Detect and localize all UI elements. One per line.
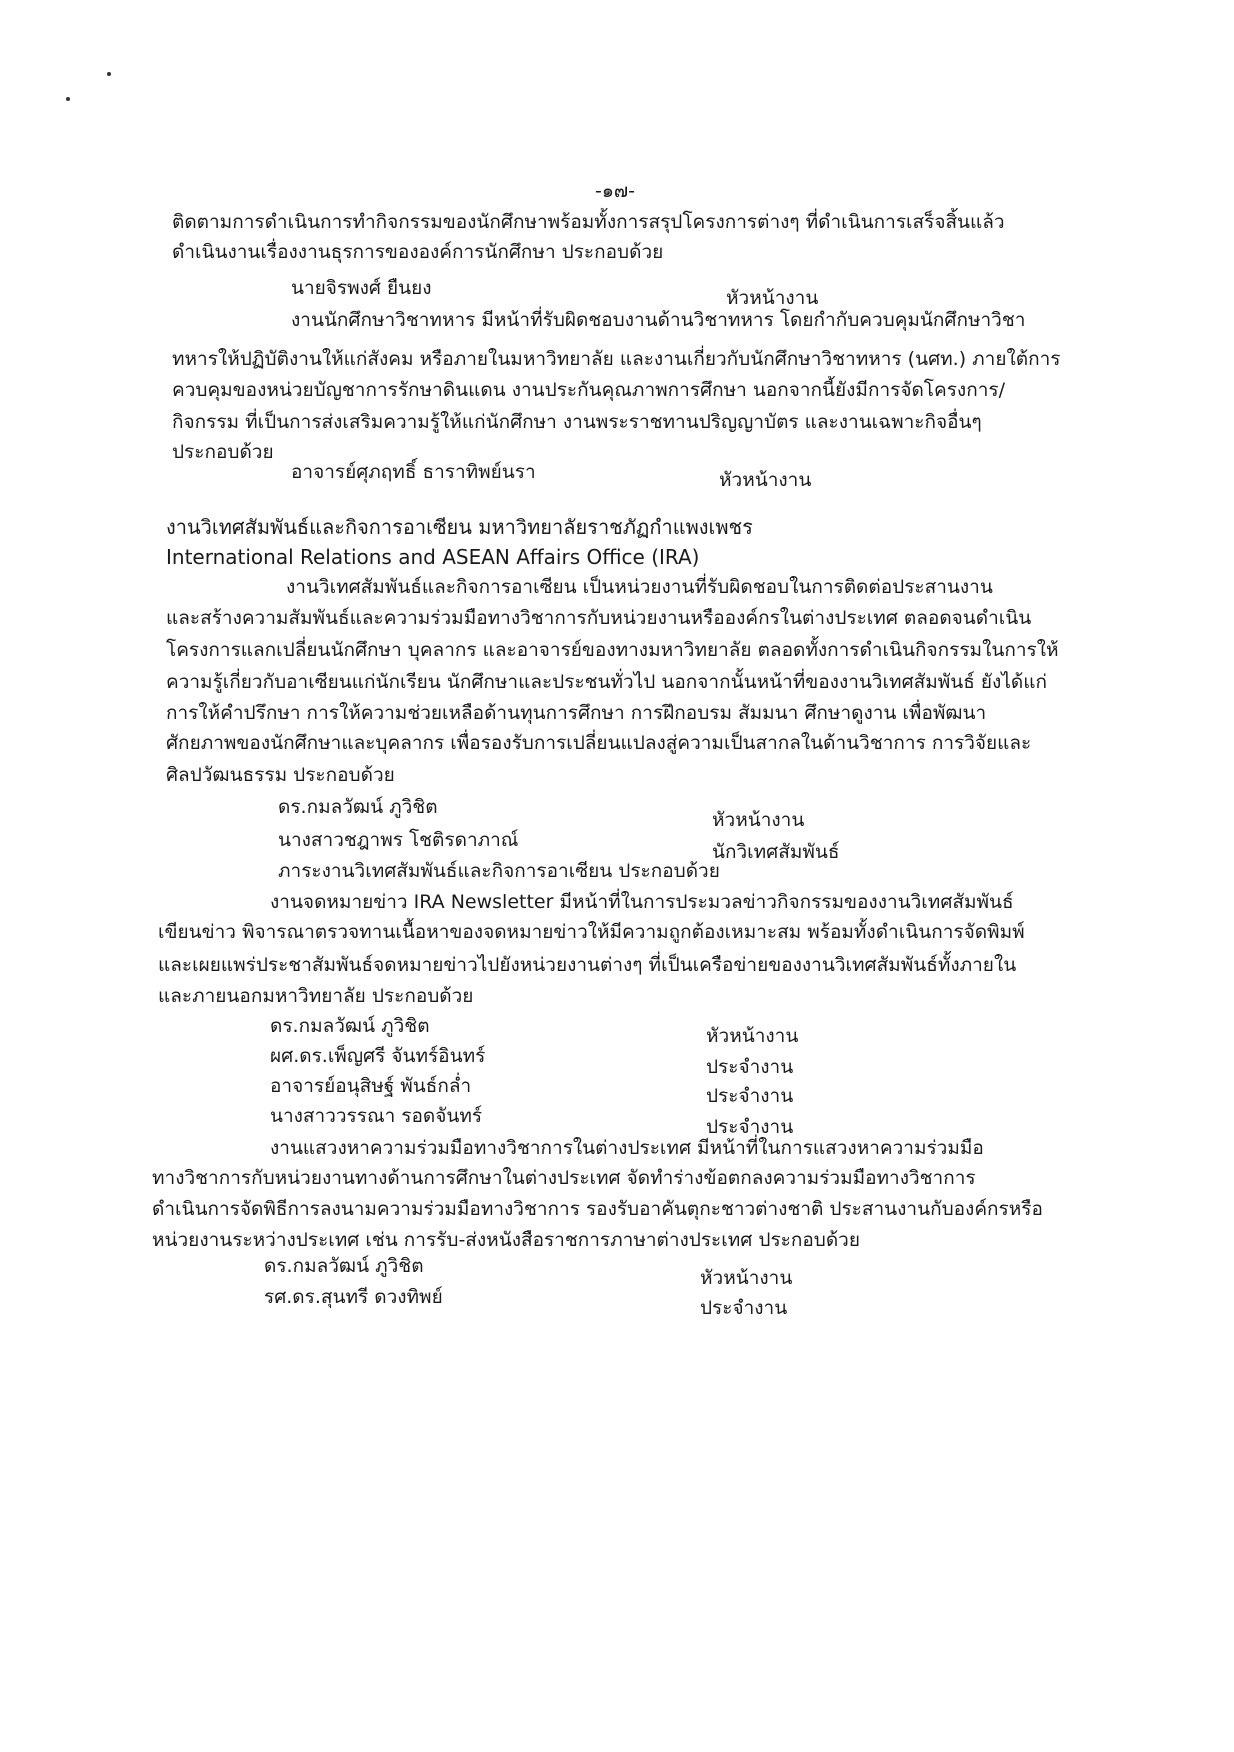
military-line: ประกอบด้วย — [172, 441, 274, 463]
military-line: กิจกรรม ที่เป็นการส่งเสริมความรู้ให้แก่นักศึกษา งานพระราชทานปริญญาบัตร และงานเฉพาะกิจอื่นๆ — [172, 411, 982, 433]
staff-role: หัวหน้างาน — [712, 809, 805, 831]
ira-line: และสร้างความสัมพันธ์และความร่วมมือทางวิชาการกับหน่วยงานหรือองค์กรในต่างประเทศ ตลอดจนดำเนิน — [166, 607, 1032, 629]
staff-role: นักวิเทศสัมพันธ์ — [712, 841, 840, 863]
staff-role: หัวหน้างาน — [700, 1267, 793, 1289]
section-heading-en: International Relations and ASEAN Affairs Office (IRA) — [166, 545, 700, 569]
staff-role: หัวหน้างาน — [726, 287, 819, 309]
staff-name: รศ.ดร.สุนทรี ดวงทิพย์ — [264, 1286, 443, 1308]
military-line: ทหารให้ปฏิบัติงานให้แก่สังคม หรือภายในมหาวิทยาลัย และงานเกี่ยวกับนักศึกษาวิชาทหาร (นศท.) ภายใต้การ — [172, 348, 1061, 370]
cooperation-line: หน่วยงานระหว่างประเทศ เช่น การรับ-ส่งหนังสือราชการภาษาต่างประเทศ ประกอบด้วย — [152, 1229, 860, 1251]
staff-role: หัวหน้างาน — [719, 469, 812, 491]
cooperation-line: งานแสวงหาความร่วมมือทางวิชาการในต่างประเทศ มีหน้าที่ในการแสวงหาความร่วมมือ — [270, 1137, 984, 1159]
newsletter-line: และเผยแพร่ประชาสัมพันธ์จดหมายข่าวไปยังหน่วยงานต่างๆ ที่เป็นเครือข่ายของงานวิเทศสัมพันธ์ทั้งภายใน — [158, 954, 1017, 976]
staff-role: ประจำงาน — [706, 1085, 794, 1107]
staff-name: ดร.กมลวัฒน์ ภูวิชิต — [270, 1015, 430, 1037]
ira-line: การให้คำปรึกษา การให้ความช่วยเหลือด้านทุนการศึกษา การฝึกอบรม สัมมนา ศึกษาดูงาน เพื่อพัฒนา — [166, 702, 987, 724]
staff-name: ดร.กมลวัฒน์ ภูวิชิต — [264, 1255, 424, 1277]
military-line: ควบคุมของหน่วยบัญชาการรักษาดินแดน งานประกันคุณภาพการศึกษา นอกจากนี้ยังมีการจัดโครงการ/ — [172, 379, 1005, 401]
ira-line: งานวิเทศสัมพันธ์และกิจการอาเซียน เป็นหน่วยงานที่รับผิดชอบในการติดต่อประสานงาน — [286, 576, 993, 598]
staff-name: นางสาววรรณา รอดจันทร์ — [270, 1105, 483, 1127]
ira-line: โครงการแลกเปลี่ยนนักศึกษา บุคลากร และอาจารย์ของทางมหาวิทยาลัย ตลอดทั้งการดำเนินกิจกรรมในการให้ — [166, 639, 1059, 661]
staff-name: อาจารย์อนุสิษฐ์ พันธ์กล่ำ — [270, 1075, 472, 1097]
duties-intro: ภาระงานวิเทศสัมพันธ์และกิจการอาเซียน ประกอบด้วย — [278, 860, 720, 882]
newsletter-line: งานจดหมายข่าว IRA Newsletter มีหน้าที่ในการประมวลข่าวกิจกรรมของงานวิเทศสัมพันธ์ — [270, 891, 1014, 913]
ira-line: ศักยภาพของนักศึกษาและบุคลากร เพื่อรองรับการเปลี่ยนแปลงสู่ความเป็นสากลในด้านวิชาการ การวิจัยและ — [166, 732, 1032, 754]
page-number: -๑๗- — [594, 180, 636, 202]
cooperation-line: ทางวิชาการกับหน่วยงานทางด้านการศึกษาในต่างประเทศ จัดทำร่างข้อตกลงความร่วมมือทางวิชาการ — [152, 1167, 976, 1189]
staff-role: ประจำงาน — [700, 1297, 788, 1319]
military-line: งานนักศึกษาวิชาทหาร มีหน้าที่รับผิดชอบงานด้านวิชาทหาร โดยกำกับควบคุมนักศึกษาวิชา — [291, 309, 1026, 331]
section-heading-th: งานวิเทศสัมพันธ์และกิจการอาเซียน มหาวิทยาลัยราชภัฏกำแพงเพชร — [166, 515, 753, 539]
staff-role: หัวหน้างาน — [706, 1025, 799, 1047]
ira-line: ศิลปวัฒนธรรม ประกอบด้วย — [166, 764, 395, 786]
staff-name: ผศ.ดร.เพ็ญศรี จันทร์อินทร์ — [270, 1045, 486, 1067]
ira-line: ความรู้เกี่ยวกับอาเซียนแก่นักเรียน นักศึกษาและประชนทั่วไป นอกจากนั้นหน้าที่ของงานวิเทศสัมพันธ์ ยังได้แก่ — [166, 671, 1047, 693]
staff-name: อาจารย์ศุภฤทธิ์ ธาราทิพย์นรา — [291, 461, 536, 483]
staff-role: ประจำงาน — [706, 1056, 794, 1078]
intro-line: ติดตามการดำเนินการทำกิจกรรมของนักศึกษาพร้อมทั้งการสรุปโครงการต่างๆ ที่ดำเนินการเสร็จสิ้นแล้ว — [172, 211, 1005, 233]
intro-line: ดำเนินงานเรื่องงานธุรการขององค์การนักศึกษา ประกอบด้วย — [172, 241, 664, 263]
staff-role: ประจำงาน — [706, 1116, 794, 1138]
scan-speck — [66, 97, 70, 101]
staff-name: นายจิรพงศ์ ยืนยง — [291, 277, 432, 299]
staff-name: ดร.กมลวัฒน์ ภูวิชิต — [278, 796, 438, 818]
cooperation-line: ดำเนินการจัดพิธีการลงนามความร่วมมือทางวิชาการ รองรับอาคันตุกะชาวต่างชาติ ประสานงานกับองค์กรหรือ — [152, 1198, 1043, 1220]
scan-speck — [107, 72, 111, 76]
newsletter-line: และภายนอกมหาวิทยาลัย ประกอบด้วย — [158, 985, 474, 1007]
newsletter-line: เขียนข่าว พิจารณาตรวจทานเนื้อหาของจดหมายข่าวให้มีความถูกต้องเหมาะสม พร้อมทั้งดำเนินการจัดพิมพ์ — [158, 921, 1025, 943]
staff-name: นางสาวชฎาพร โชติรดาภาณ์ — [278, 829, 519, 851]
